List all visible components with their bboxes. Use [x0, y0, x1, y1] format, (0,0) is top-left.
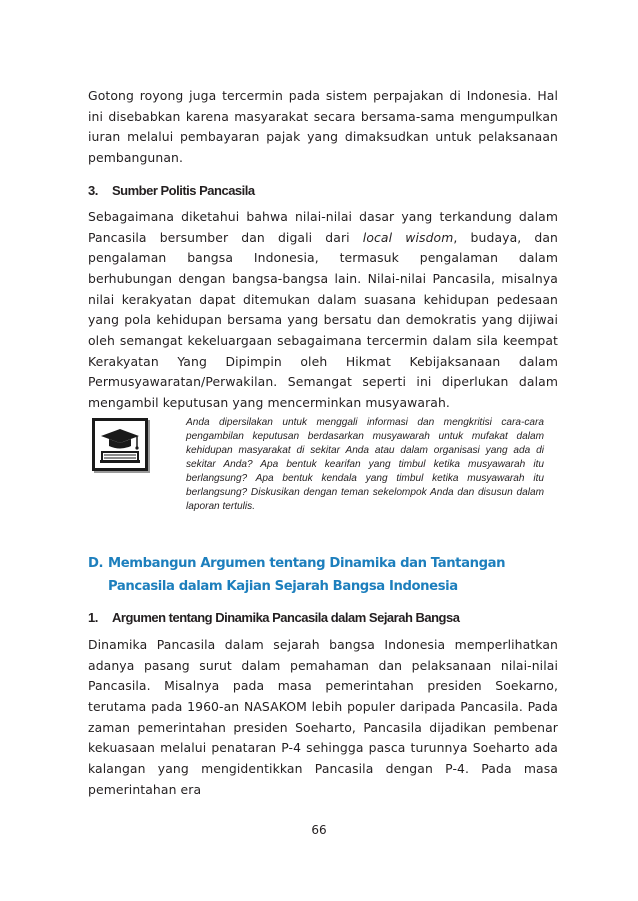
- heading-number: 1.: [88, 609, 98, 625]
- page-content: [88, 86, 558, 800]
- graduation-cap-book-icon: [92, 418, 148, 471]
- callout-text: Anda dipersilakan untuk menggali informasi dan mengkritisi cara-cara pengambilan keputusan berdasarkan musyawarah untuk mufakat dalam kehidupan masyarakat di sekitar Anda atau dalam organisasi yang ada di sekitar Anda? Apa bentuk kearifan yang timbul ketika musyawarah itu berlangsung? Apa bentuk kendala yang timbul ketika musyawarah itu berlangsung? Diskusikan dengan teman sekelompok Anda dan disusun dalam laporan tertulis.: [186, 416, 544, 513]
- heading-sumber-politis: [88, 183, 558, 198]
- paragraph-gotong-royong: Gotong royong juga tercermin pada sistem perpajakan di Indonesia. Hal ini disebabkan karena masyarakat secara bersama-sama mengumpulkan iuran melalui pembayaran pajak yang dimaksudkan untuk pelaksanaan pembangunan.: [88, 88, 558, 166]
- heading-section-d: [88, 552, 558, 598]
- italic-local-wisdom: local wisdom: [362, 229, 454, 245]
- heading-number: 3.: [88, 182, 98, 198]
- activity-callout: [88, 416, 558, 526]
- heading-line-2: Pancasila dalam Kajian Sejarah Bangsa Indonesia: [108, 578, 458, 594]
- heading-title: Sumber Politis Pancasila: [112, 182, 255, 198]
- paragraph-dinamika: Dinamika Pancasila dalam sejarah bangsa Indonesia memperlihatkan adanya pasang surut dalam pemahaman dan pelaksanaan nilai-nilai Pancasila. Misalnya pada masa pemerintahan presiden Soekarno, terutama pada 1960-an NASAKOM lebih populer daripada Pancasila. Pada zaman pemerintahan presiden Soeharto, Pancasila dijadikan pembenar kekuasaan melalui penataran P-4 sehingga pasca turunnya Soeharto ada kalangan yang mengidentikkan Pancasila dengan P-4. Pada masa pemerintahan era: [88, 636, 558, 797]
- paragraph-part-2: , budaya, dan pengalaman bangsa Indonesia, termasuk pengalaman dalam berhubungan dengan bangsa-bangsa lain. Nilai-nilai Pancasila, misalnya nilai kerakyatan dapat ditemukan dalam suasana kehidupan pedesaan yang pola kehidupan bersama yang bersatu dan demokratis yang dijiwai oleh semangat kekeluargaan sebagaimana tercermin dalam sila keempat Kerakyatan Yang Dipimpin oleh Hikmat Kebijaksanaan dalam Permusyawaratan/Perwakilan. Semangat seperti ini diperlukan dalam mengambil keputusan yang mencerminkan musyawarah.: [88, 229, 559, 411]
- heading-line-1: Membangun Argumen tentang Dinamika dan Tantangan: [108, 555, 506, 571]
- paragraph-sumber-politis: [88, 207, 558, 414]
- paragraph-part-1: Sebagaimana diketahui bahwa nilai-nilai dasar yang terkandung dalam Pancasila bersumber dan digali dari: [88, 208, 558, 245]
- heading-letter: D.: [88, 555, 104, 571]
- heading-argumen-dinamika: [88, 610, 558, 625]
- heading-title: Argumen tentang Dinamika Pancasila dalam Sejarah Bangsa: [112, 609, 460, 625]
- page-number: 66: [311, 823, 327, 837]
